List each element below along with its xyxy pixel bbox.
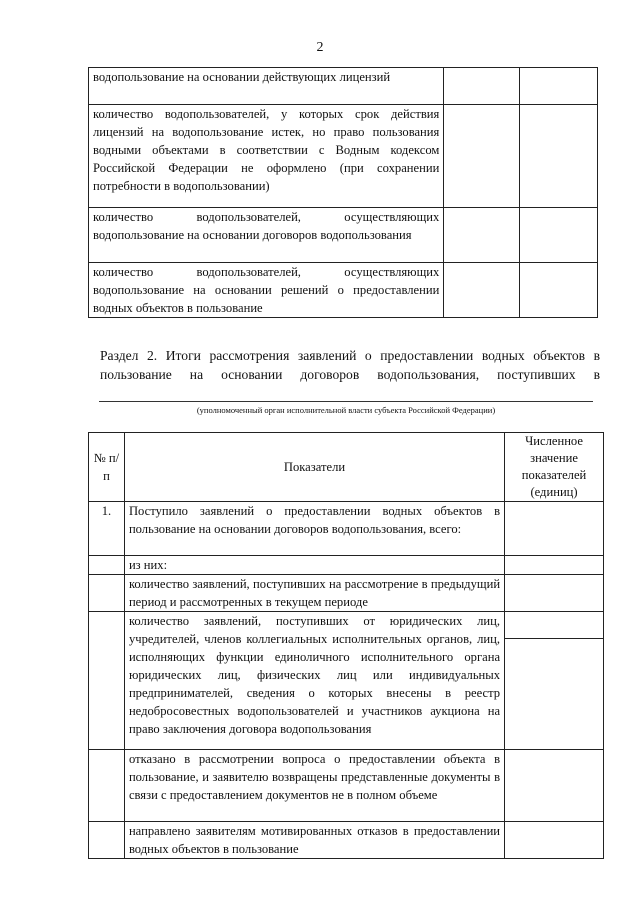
num-cell-empty <box>89 575 125 612</box>
value-cell <box>520 208 598 263</box>
value-cell <box>505 502 604 556</box>
indicator-cell: количество заявлений, поступивших на рассмотрение в предыдущий период и рассмотренных в текущем периоде <box>124 575 504 612</box>
table-row <box>89 822 604 859</box>
value-cell <box>505 612 604 750</box>
indicators-table-continued <box>88 67 598 318</box>
header-num: № п/п <box>89 433 125 502</box>
section-2-heading: Раздел 2. Итоги рассмотрения заявлений о предоставлении водных объектов в пользование на основании договоров водопользования, поступивших в <box>100 348 600 382</box>
indicator-cell: из них: <box>124 556 504 575</box>
value-cell <box>505 822 604 859</box>
table-row <box>89 612 604 750</box>
header-value: Численное значение показателей (единиц) <box>505 433 604 502</box>
value-cell <box>505 556 604 575</box>
value-cell <box>444 68 520 105</box>
table-row <box>89 502 604 556</box>
indicator-cell: водопользование на основании действующих лицензий <box>89 68 444 105</box>
value-cell <box>520 105 598 208</box>
table-row <box>89 750 604 822</box>
num-cell-empty <box>89 612 125 750</box>
table-row <box>89 575 604 612</box>
indicator-cell: количество заявлений, поступивших от юридических лиц, учредителей, членов коллегиальных исполнительных органов, лиц, исполняющих функции единоличного исполнительного органа юридических лиц, физических лиц или индивидуальных предпринимателей, сведения о которых внесены в реестр недобросовестных водопользователей и участников аукциона на право заключения договора водопользования <box>124 612 504 750</box>
value-cell <box>505 575 604 612</box>
indicator-cell: количество водопользователей, осуществляющих водопользование на основании договоров водопользования <box>89 208 444 263</box>
indicator-cell: количество водопользователей, у которых срок действия лицензий на водопользование истек, но право пользования водными объектами в соответствии с Водным кодексом Российской Федерации не оформлено (при сохранении потребности в водопользовании) <box>89 105 444 208</box>
table-header-row <box>89 433 604 502</box>
table-row <box>89 208 598 263</box>
num-cell-empty <box>89 822 125 859</box>
indicator-cell: направлено заявителям мотивированных отказов в предоставлении водных объектов в пользование <box>124 822 504 859</box>
fill-in-line <box>99 401 593 402</box>
value-cell <box>505 750 604 822</box>
num-cell-empty <box>89 556 125 575</box>
value-cell <box>444 208 520 263</box>
indicator-cell: отказано в рассмотрении вопроса о предоставлении объекта в пользование, и заявителю возвращены представленные документы в связи с предоставлением документов не в полном объеме <box>124 750 504 822</box>
header-indicator: Показатели <box>124 433 504 502</box>
table-row <box>89 105 598 208</box>
num-cell-empty <box>89 750 125 822</box>
value-cell <box>444 263 520 318</box>
indicator-cell: количество водопользователей, осуществляющих водопользование на основании решений о предоставлении водных объектов в пользование <box>89 263 444 318</box>
value-subcell <box>505 612 603 639</box>
table-row <box>89 556 604 575</box>
row-number: 1. <box>89 502 125 556</box>
table-row <box>89 68 598 105</box>
value-cell <box>444 105 520 208</box>
applications-table <box>88 432 604 859</box>
value-cell <box>520 263 598 318</box>
value-cell <box>520 68 598 105</box>
page-number: 2 <box>316 40 324 55</box>
indicator-cell: Поступило заявлений о предоставлении водных объектов в пользование на основании договоров водопользования, всего: <box>124 502 504 556</box>
table-row <box>89 263 598 318</box>
fill-in-caption: (уполномоченный орган исполнительной власти субъекта Российской Федерации) <box>196 405 496 415</box>
